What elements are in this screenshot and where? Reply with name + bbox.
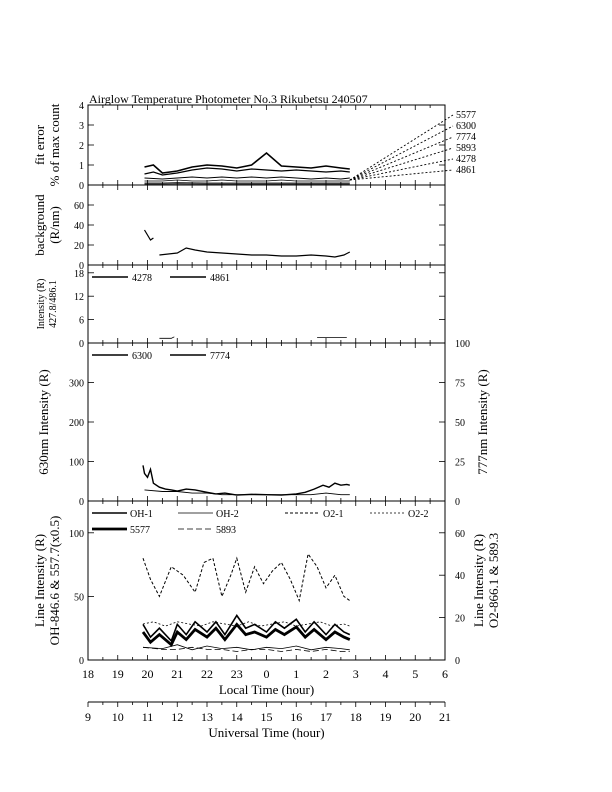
local-time-tick-label: 22 [201,667,213,681]
y-tick-label: 0 [79,181,84,192]
universal-time-tick-label: 16 [290,710,303,724]
y-right-tick-label: 0 [455,656,460,667]
y-right-tick-label: 25 [455,457,465,469]
legend-label: O2-2 [408,509,429,520]
y-axis-label: fit error [32,124,47,166]
series-line-4278 [159,337,174,339]
y-right-tick-label: 40 [455,571,465,583]
universal-time-tick-label: 13 [201,710,213,724]
y-tick-label: 0 [79,656,84,667]
local-time-tick-label: 6 [442,667,448,681]
legend-label: 7774 [210,351,230,362]
y-tick-label: 4 [79,101,84,112]
fan-line [350,159,453,180]
universal-time-axis [85,702,451,740]
line-intensity-panel [32,501,501,667]
fan-label: 6300 [456,121,476,132]
y-tick-label: 0 [79,497,84,508]
universal-time-tick-label: 14 [230,710,243,724]
local-time-tick-label: 23 [230,667,243,681]
local-time-tick-label: 21 [171,667,184,681]
y-right-tick-label: 75 [455,378,465,390]
legend-label: 5577 [130,525,150,536]
universal-time-tick-label: 10 [111,710,124,724]
y-right-tick-label: 20 [455,613,465,625]
legend-label: 4278 [132,273,152,284]
fan-label: 5893 [456,143,476,154]
local-time-axis [82,667,448,697]
legend-label: O2-1 [323,509,344,520]
y-axis-label: Intensity (R) [36,278,47,330]
y-axis-label-2: OH-846.6 & 557.7(x0.5) [47,515,62,646]
universal-time-axis-label: Universal Time (hour) [208,725,325,740]
fan-label: 4278 [456,154,476,165]
fan-label: 4861 [456,165,476,176]
universal-time-tick-label: 11 [141,710,154,724]
y-tick-label: 0 [79,261,84,272]
y-tick-label: 2 [79,141,84,152]
y-tick-label: 300 [69,378,84,390]
intensity-630-777-panel [36,339,490,508]
y-tick-label: 12 [74,292,84,304]
y-tick-label: 3 [79,121,84,132]
background-panel [32,185,445,272]
series-line-6300 [143,465,350,495]
series-line-segment-0 [145,230,154,240]
y-axis-label: 630nm Intensity (R) [36,369,51,475]
y-tick-label: 60 [74,201,84,212]
series-line-7774 [145,177,350,179]
fan-label: 7774 [456,132,476,143]
universal-time-tick-label: 15 [260,710,273,724]
series-line-5893 [145,180,350,181]
y-tick-label: 50 [74,592,84,604]
local-time-tick-label: 2 [323,667,329,681]
local-time-tick-label: 3 [352,667,359,681]
y-right-tick-label: 100 [455,339,470,350]
legend-label: OH-2 [216,509,239,520]
series-line-5893 [143,647,350,651]
local-time-tick-label: 5 [412,667,419,681]
y-tick-label: 6 [79,315,84,327]
chart-title: Airglow Temperature Photometer No.3 Rikubetsu 240507 [89,92,368,106]
y-tick-label: 1 [79,161,84,172]
y-right-axis-label: Line Intensity (R) [471,533,486,628]
fan-line [350,137,453,180]
y-axis-label-2: 427.8/486.1 [48,280,59,328]
legend-label: 6300 [132,351,152,362]
universal-time-tick-label: 20 [409,710,422,724]
y-tick-label: 100 [69,457,84,469]
local-time-axis-label: Local Time (hour) [218,682,315,697]
legend-label: 4861 [210,273,230,284]
y-tick-label: 0 [79,339,84,350]
fit-error-panel [32,101,476,192]
y-tick-label: 200 [69,418,84,429]
legend-label: 5893 [216,525,236,536]
y-right-tick-label: 50 [455,418,465,429]
fan-line [350,148,453,180]
universal-time-tick-label: 21 [439,710,451,724]
y-axis-label-2: (R/nm) [47,206,62,244]
series-line-O2-2 [143,622,350,626]
local-time-tick-label: 18 [82,667,94,681]
y-right-axis-label: 777nm Intensity (R) [475,369,490,475]
universal-time-tick-label: 9 [85,710,91,724]
y-tick-label: 40 [74,221,84,232]
universal-time-tick-label: 18 [349,710,362,724]
y-axis-label-2: % of max count [47,103,62,187]
local-time-tick-label: 20 [141,667,154,681]
local-time-tick-label: 1 [293,667,300,681]
fan-line [350,115,453,180]
universal-time-tick-label: 19 [379,710,392,724]
series-line-O2-1 [143,554,350,601]
local-time-tick-label: 0 [263,667,270,681]
y-tick-label: 100 [69,528,84,540]
local-time-tick-label: 4 [382,667,389,681]
fan-label: 5577 [456,110,476,121]
y-axis-label: Line Intensity (R) [32,533,47,628]
universal-time-tick-label: 12 [171,710,184,724]
y-right-tick-label: 0 [455,497,460,508]
y-axis-label: background [32,194,47,256]
universal-time-tick-label: 17 [320,710,332,724]
y-tick-label: 20 [74,241,84,252]
y-tick-label: 18 [74,268,84,280]
legend-label: OH-1 [130,509,153,520]
y-right-axis-label-2: O2-866.1 & 589.3 [486,532,501,629]
series-line-segment-1 [159,248,349,257]
y-right-tick-label: 60 [455,528,465,540]
blue-intensity-panel [36,265,445,350]
local-time-tick-label: 19 [111,667,124,681]
